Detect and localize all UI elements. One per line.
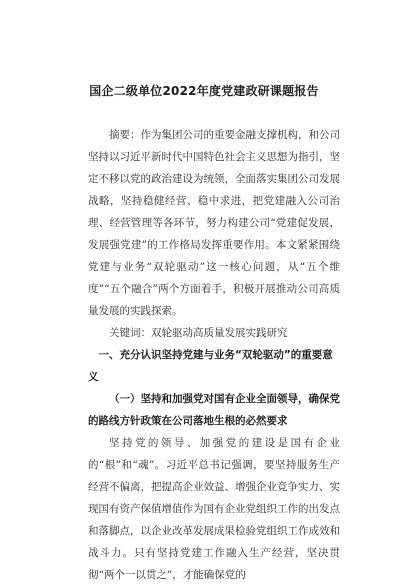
body-paragraph: 坚持党的领导、加强党的建设是国有企业的“根”和“魂”。习近平总书记强调，要坚持服务生产经营不偏离，把提高企业效益、增强企业竞争实力、实现国有资产保值增值作为国有企业党组织工作的出发点和落脚点，以企业改革发展成果检验党组织工作成效和战斗力。只有坚持党建工作融入生产经营，坚决贯彻“两个一以贯之”，才能确保党的 (88, 437, 340, 581)
subsection-heading-1: （一）坚持和加强党对国有企业全面领导，确保党的路线方针政策在公司落地生根的必然要求 (88, 393, 340, 427)
document-body (88, 124, 340, 586)
keywords-line: 关键词：双轮驱动高质量发展实践研究 (109, 327, 288, 339)
section-heading-1: 一、充分认识坚持党建与业务“双轮驱动”的重要意义 (88, 349, 333, 383)
report-title: 国企二级单位2022年度党建政研课题报告 (89, 84, 319, 98)
abstract-paragraph: 摘要：作为集团公司的重要金融支撑机构，和公司坚持以习近平新时代中国特色社会主义思想为指引，坚定不移以党的政治建设为统领，全面落实集团公司发展战略，坚持稳健经营、稳中求进，把党建融入公司治理、经营管理等各环节，努力构建公司“党建促发展，发展强党建”的工作格局发挥重要作用。本文紧紧围绕党建与业务“双轮驱动”这一核心问题，从“五个维度”“五个融合”两个方面着手，积极开展推动公司高质量发展的实践探索。 (88, 129, 340, 317)
